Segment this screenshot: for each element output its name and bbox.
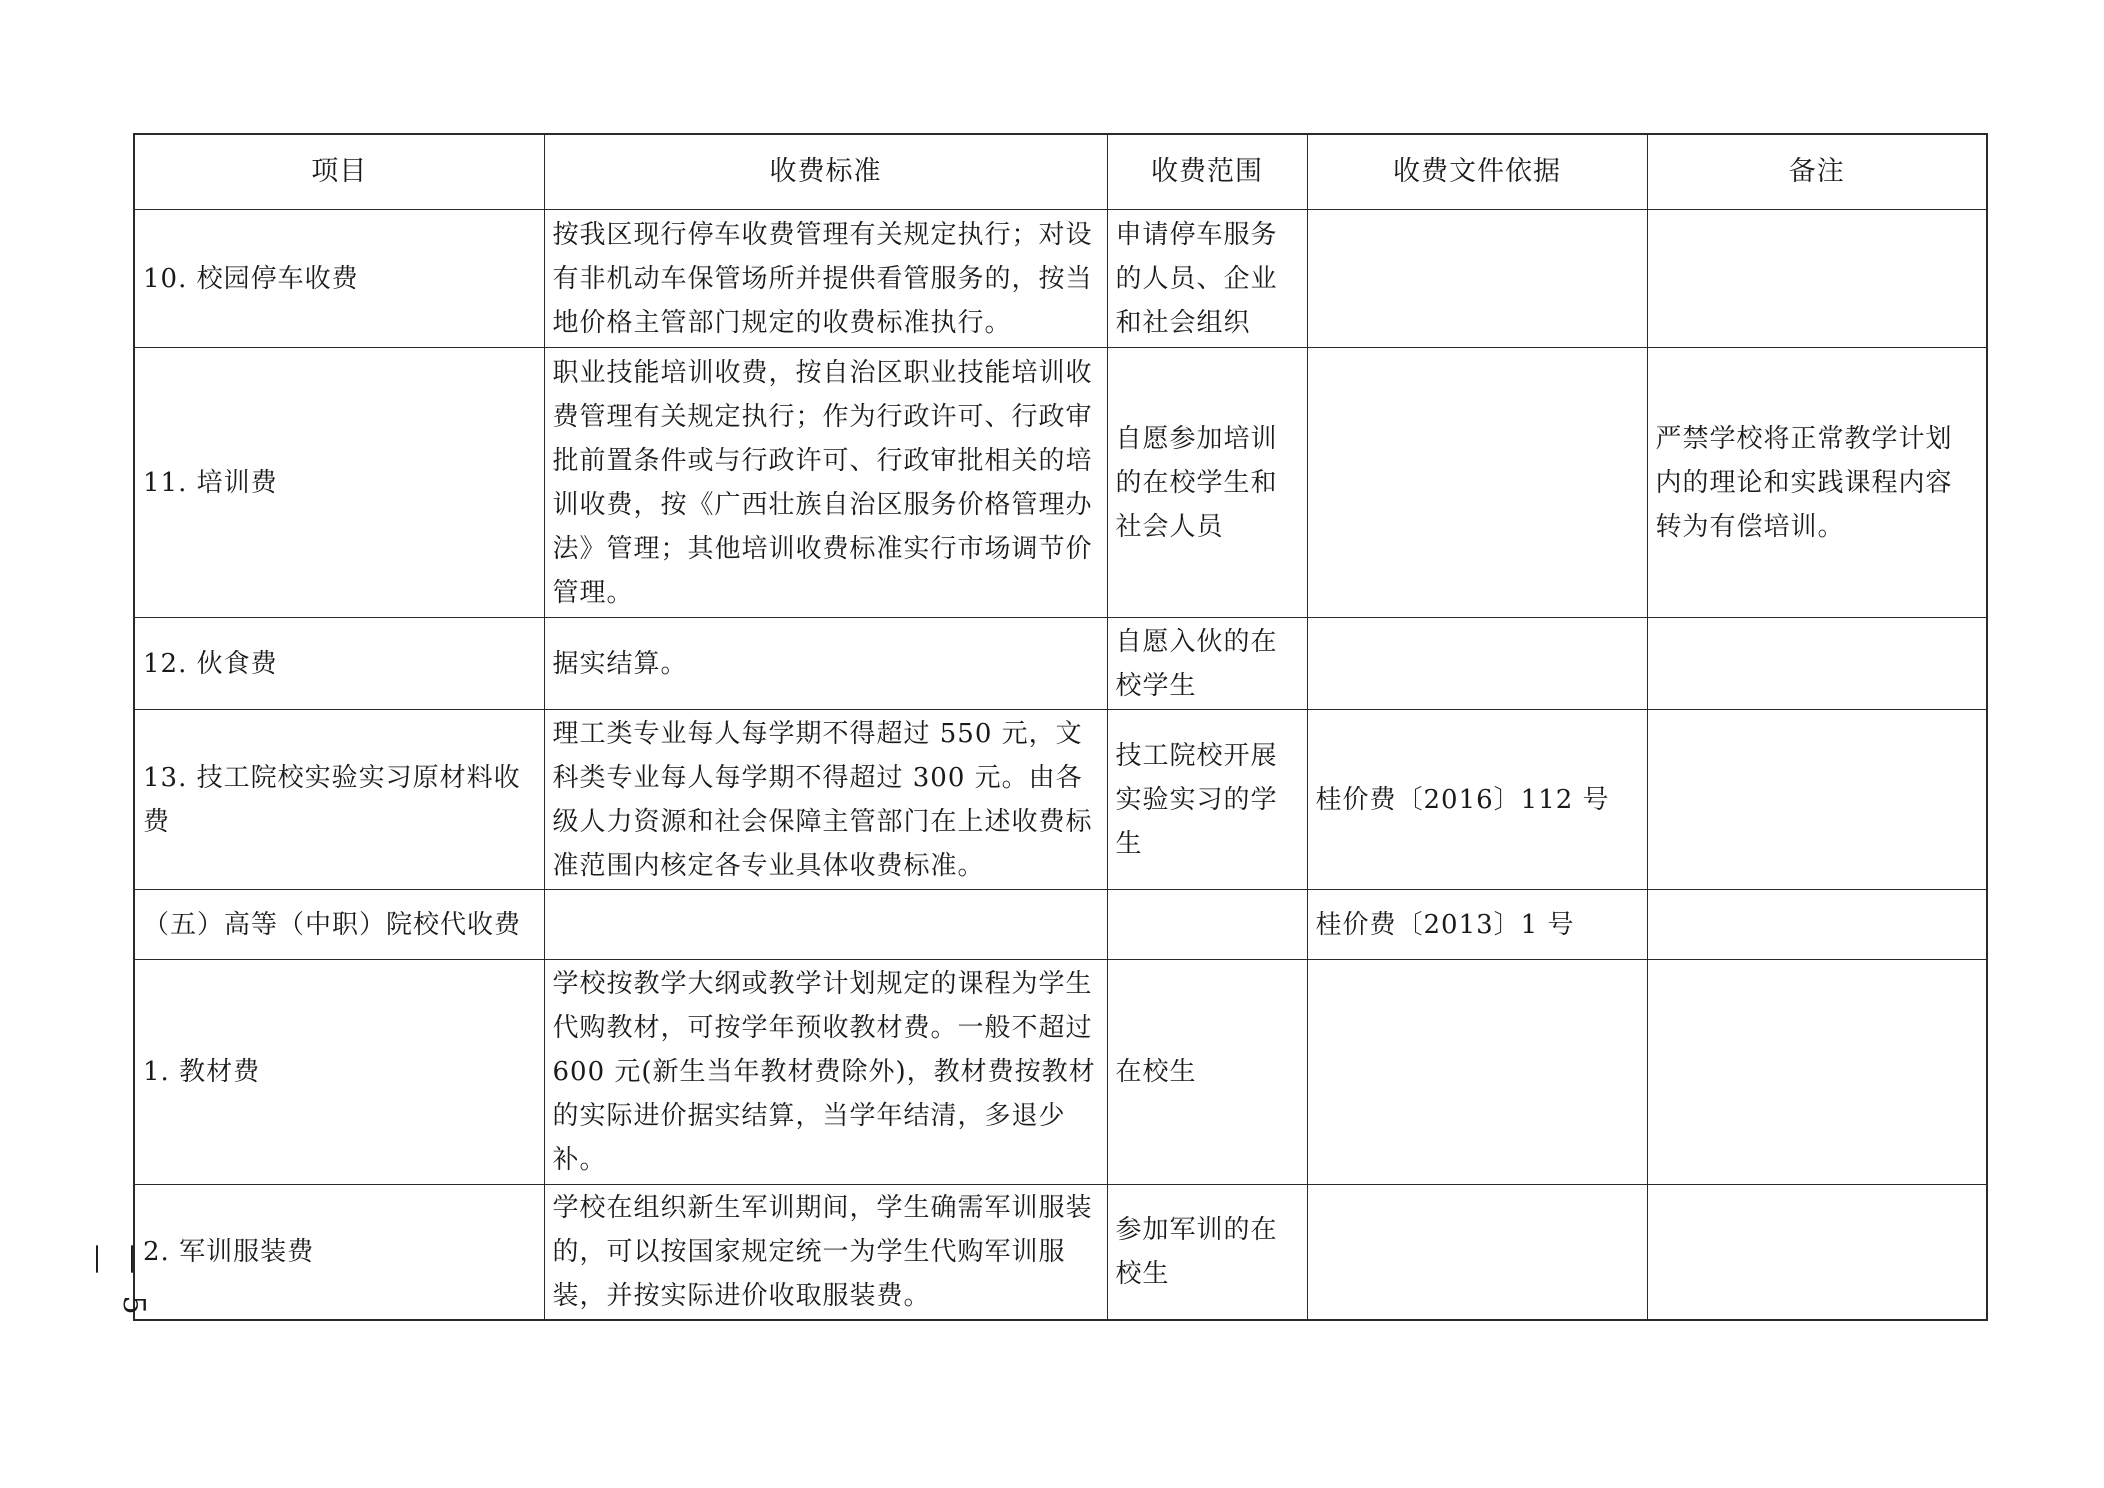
page-number: — 5 —: [81, 1244, 151, 1321]
row-item: 12. 伙食费: [134, 618, 544, 710]
row-scope: 自愿入伙的在校学生: [1107, 618, 1307, 710]
table-row: [134, 960, 1987, 1185]
row-remark: [1647, 1185, 1987, 1320]
row-remark: [1647, 210, 1987, 348]
row-scope: 自愿参加培训的在校学生和社会人员: [1107, 348, 1307, 618]
row-basis: [1307, 348, 1647, 618]
row-basis: [1307, 618, 1647, 710]
row-remark: 严禁学校将正常教学计划内的理论和实践课程内容转为有偿培训。: [1647, 348, 1987, 618]
header-scope: 收费范围: [1107, 134, 1307, 210]
header-standard: 收费标准: [544, 134, 1107, 210]
row-standard: 理工类专业每人每学期不得超过 550 元，文科类专业每人每学期不得超过 300 元。由各级人力资源和社会保障主管部门在上述收费标准范围内核定各专业具体收费标准。: [544, 710, 1107, 890]
row-standard: 职业技能培训收费，按自治区职业技能培训收费管理有关规定执行；作为行政许可、行政审批前置条件或与行政许可、行政审批相关的培训收费，按《广西壮族自治区服务价格管理办法》管理；其他培训收费标准实行市场调节价管理。: [544, 348, 1107, 618]
table-row: [134, 710, 1987, 890]
row-item: （五）高等（中职）院校代收费: [134, 890, 544, 960]
row-scope: [1107, 890, 1307, 960]
row-remark: [1647, 710, 1987, 890]
header-item: 项目: [134, 134, 544, 210]
row-remark: [1647, 890, 1987, 960]
row-item: 13. 技工院校实验实习原材料收费: [134, 710, 544, 890]
row-standard: 学校按教学大纲或教学计划规定的课程为学生代购教材，可按学年预收教材费。一般不超过 600 元(新生当年教材费除外)，教材费按教材的实际进价据实结算，当学年结清，多退少补。: [544, 960, 1107, 1185]
table-header-row: [134, 134, 1987, 210]
row-item: 10. 校园停车收费: [134, 210, 544, 348]
table-row: [134, 348, 1987, 618]
table-row: [134, 890, 1987, 960]
row-standard: 据实结算。: [544, 618, 1107, 710]
row-standard: [544, 890, 1107, 960]
row-item: 1. 教材费: [134, 960, 544, 1185]
table-row: [134, 210, 1987, 348]
row-basis: 桂价费〔2016〕112 号: [1307, 710, 1647, 890]
row-item: 11. 培训费: [134, 348, 544, 618]
row-remark: [1647, 618, 1987, 710]
fee-table: [133, 133, 1988, 1321]
row-basis: 桂价费〔2013〕1 号: [1307, 890, 1647, 960]
row-scope: 在校生: [1107, 960, 1307, 1185]
table-row: [134, 1185, 1987, 1320]
row-scope: 申请停车服务的人员、企业和社会组织: [1107, 210, 1307, 348]
table-row: [134, 618, 1987, 710]
row-item: 2. 军训服装费: [134, 1185, 544, 1320]
row-scope: 参加军训的在校生: [1107, 1185, 1307, 1320]
row-basis: [1307, 960, 1647, 1185]
header-remark: 备注: [1647, 134, 1987, 210]
row-basis: [1307, 210, 1647, 348]
row-standard: 学校在组织新生军训期间，学生确需军训服装的，可以按国家规定统一为学生代购军训服装，并按实际进价收取服装费。: [544, 1185, 1107, 1320]
row-remark: [1647, 960, 1987, 1185]
row-standard: 按我区现行停车收费管理有关规定执行；对设有非机动车保管场所并提供看管服务的，按当地价格主管部门规定的收费标准执行。: [544, 210, 1107, 348]
row-scope: 技工院校开展实验实习的学生: [1107, 710, 1307, 890]
header-basis: 收费文件依据: [1307, 134, 1647, 210]
row-basis: [1307, 1185, 1647, 1320]
